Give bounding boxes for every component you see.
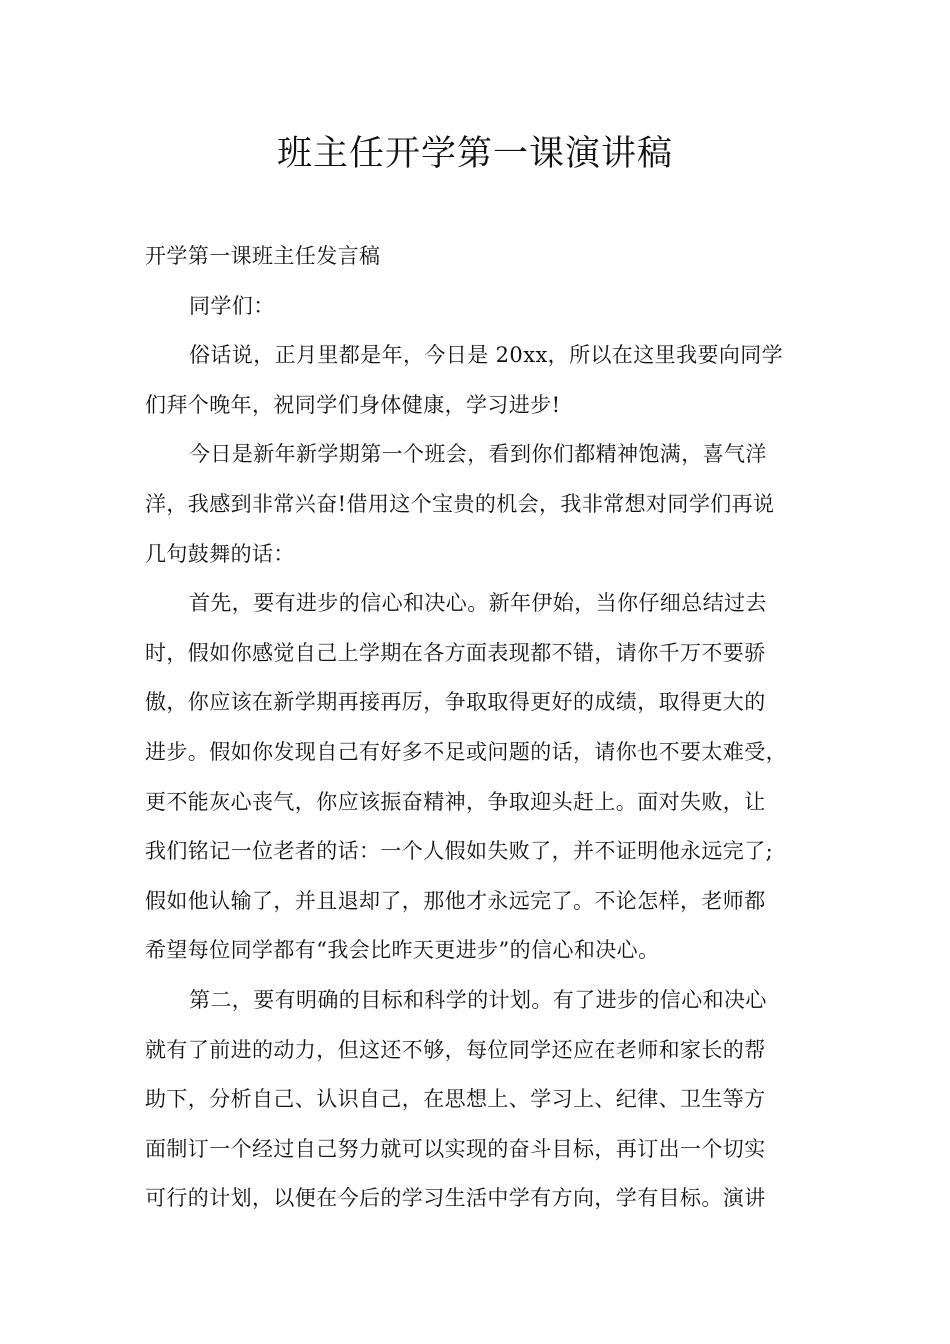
- text-line: 时，假如你感觉自己上学期在各方面表现都不错，请你千万不要骄: [145, 640, 766, 665]
- text-line: 同学们：: [189, 293, 275, 318]
- text-line: 就有了前进的动力，但这还不够，每位同学还应在老师和家长的帮: [145, 1037, 766, 1062]
- document-body: [145, 232, 830, 1224]
- text-line: 开学第一课班主任发言稿: [145, 244, 381, 268]
- text-line: 助下，分析自己、认识自己，在思想上、学习上、纪律、卫生等方: [145, 1087, 766, 1112]
- text-line: 可行的计划，以便在今后的学习生活中学有方向，学有目标。演讲: [145, 1186, 766, 1211]
- text-line: 第二，要有明确的目标和科学的计划。有了进步的信心和决心: [189, 987, 767, 1012]
- text-line: 更不能灰心丧气，你应该振奋精神，争取迎头赶上。面对失败，让: [145, 789, 766, 814]
- text-line: 俗话说，正月里都是年，今日是 20xx，所以在这里我要向同学: [189, 343, 784, 368]
- text-line: 今日是新年新学期第一个班会，看到你们都精神饱满，喜气洋: [189, 442, 767, 467]
- text-line: 首先，要有进步的信心和决心。新年伊始，当你仔细总结过去: [189, 591, 767, 616]
- document-title: 班主任开学第一课演讲稿: [276, 134, 673, 174]
- text-line: 洋，我感到非常兴奋!借用这个宝贵的机会，我非常想对同学们再说: [145, 491, 775, 516]
- text-line: 希望每位同学都有“我会比昨天更进步”的信心和决心。: [145, 938, 660, 963]
- text-line: 们拜个晚年，祝同学们身体健康，学习进步!: [145, 392, 561, 417]
- text-line: 我们铭记一位老者的话：一个人假如失败了，并不证明他永远完了;: [145, 839, 774, 864]
- text-line: 假如他认输了，并且退却了，那他才永远完了。不论怎样，老师都: [145, 888, 766, 913]
- text-line: 傲，你应该在新学期再接再厉，争取取得更好的成绩，取得更大的: [145, 690, 766, 715]
- text-line: 进步。假如你发现自己有好多不足或问题的话，请你也不要太难受，: [145, 739, 787, 764]
- text-line: 面制订一个经过自己努力就可以实现的奋斗目标，再订出一个切实: [145, 1136, 766, 1161]
- text-line: 几句鼓舞的话：: [145, 541, 295, 566]
